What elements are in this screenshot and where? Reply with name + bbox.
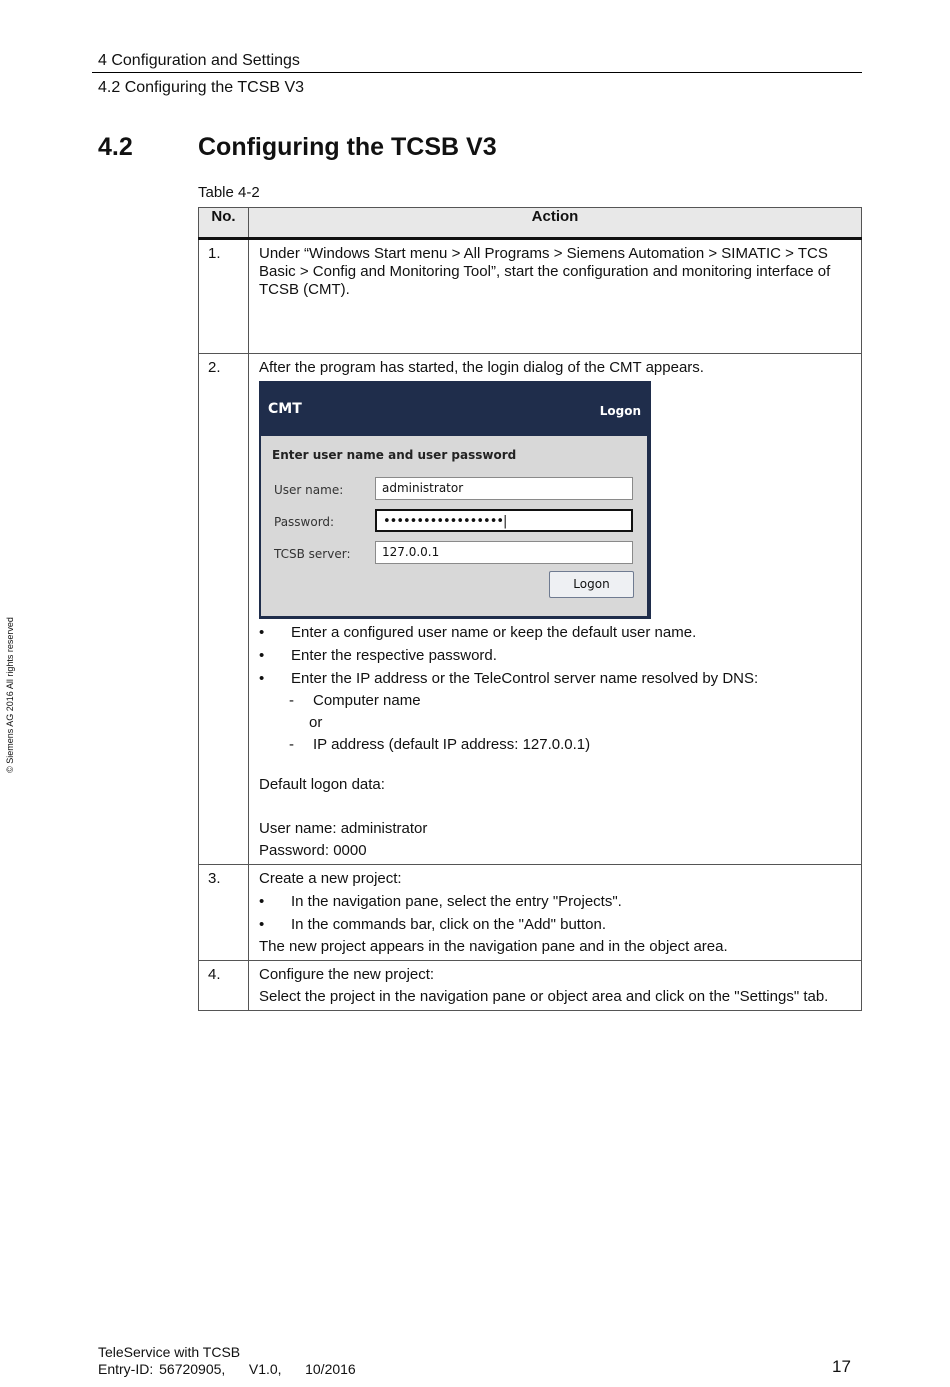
logon-button: Logon [549, 571, 634, 598]
list-item: • In the commands bar, click on the "Add" button. [259, 916, 606, 933]
step-action [249, 239, 862, 354]
step-number: 1. [199, 239, 249, 354]
running-header-section: 4.2 Configuring the TCSB V3 [98, 79, 305, 96]
list-item: • Enter the IP address or the TeleControl server name resolved by DNS: [259, 670, 759, 687]
table-row-step-2 [199, 354, 862, 865]
steps-table [198, 207, 862, 1011]
step-number: 2. [199, 354, 249, 865]
default-password: Password: 0000 [259, 842, 367, 859]
list-item: • Enter the respective password. [259, 647, 497, 664]
dialog-title: Logon [599, 404, 641, 418]
page-number: 17 [832, 1357, 851, 1376]
footer-title: TeleService with TCSB [98, 1344, 241, 1360]
bullet-icon: • [259, 893, 265, 910]
step-1-text: Under “Windows Start menu > All Programs > Siemens Automation > SIMATIC > TCS Basic > Config and Monitoring Tool”, start the configuration and monitoring interface of TCSB (CMT). [259, 245, 831, 298]
dash-icon: - [289, 692, 294, 709]
sub-list-item: - IP address (default IP address: 127.0.0.1) [289, 736, 591, 753]
section-title: Configuring the TCSB V3 [198, 133, 497, 161]
header-rule [92, 72, 862, 73]
tcsb-server-label: TCSB server: [274, 547, 351, 561]
cmt-login-dialog-screenshot [259, 381, 651, 619]
step-action [249, 354, 862, 865]
password-label: Password: [274, 515, 335, 529]
user-name-label: User name: [274, 483, 344, 497]
user-name-field: administrator [375, 477, 633, 500]
step-2-intro: After the program has started, the login dialog of the CMT appears. [259, 359, 704, 376]
list-item: • In the navigation pane, select the entry "Projects". [259, 893, 622, 910]
copyright-note: © Siemens AG 2016 All rights reserved [5, 617, 15, 773]
default-user: User name: administrator [259, 820, 428, 837]
step-number: 3. [199, 865, 249, 961]
footer-entry: Entry-ID: 56720905, V1.0, 10/2016 [98, 1361, 356, 1377]
bullet-icon: • [259, 647, 265, 664]
column-header-action: Action [249, 208, 862, 239]
column-header-no: No. [199, 208, 249, 239]
list-item: • Enter a configured user name or keep the default user name. [259, 624, 697, 641]
table-row-step-4 [199, 961, 862, 1011]
bullet-icon: • [259, 916, 265, 933]
step-3-intro: Create a new project: [259, 870, 402, 887]
table-row-step-3 [199, 865, 862, 961]
table-caption: Table 4-2 [198, 184, 260, 201]
step-4-text: Select the project in the navigation pane or object area and click on the "Settings" tab. [259, 988, 829, 1005]
bullet-icon: • [259, 624, 265, 641]
section-number: 4.2 [98, 133, 133, 161]
table-row-step-1 [199, 239, 862, 354]
running-header-chapter: 4 Configuration and Settings [98, 52, 300, 69]
step-3-outro: The new project appears in the navigation pane and in the object area. [259, 938, 728, 955]
sub-list-item: - Computer name [289, 692, 421, 709]
defaults-heading: Default logon data: [259, 776, 385, 793]
or-text: or [309, 714, 323, 731]
password-field: ••••••••••••••••••| [375, 509, 633, 532]
step-action [249, 865, 862, 961]
dash-icon: - [289, 736, 294, 753]
step-4-intro: Configure the new project: [259, 966, 435, 983]
table-header-row [199, 208, 862, 239]
cmt-brand: CMT [268, 401, 302, 417]
step-action [249, 961, 862, 1011]
dialog-heading: Enter user name and user password [272, 448, 517, 462]
dialog-body [261, 436, 647, 616]
step-number: 4. [199, 961, 249, 1011]
tcsb-server-field: 127.0.0.1 [375, 541, 633, 564]
bullet-icon: • [259, 670, 265, 687]
